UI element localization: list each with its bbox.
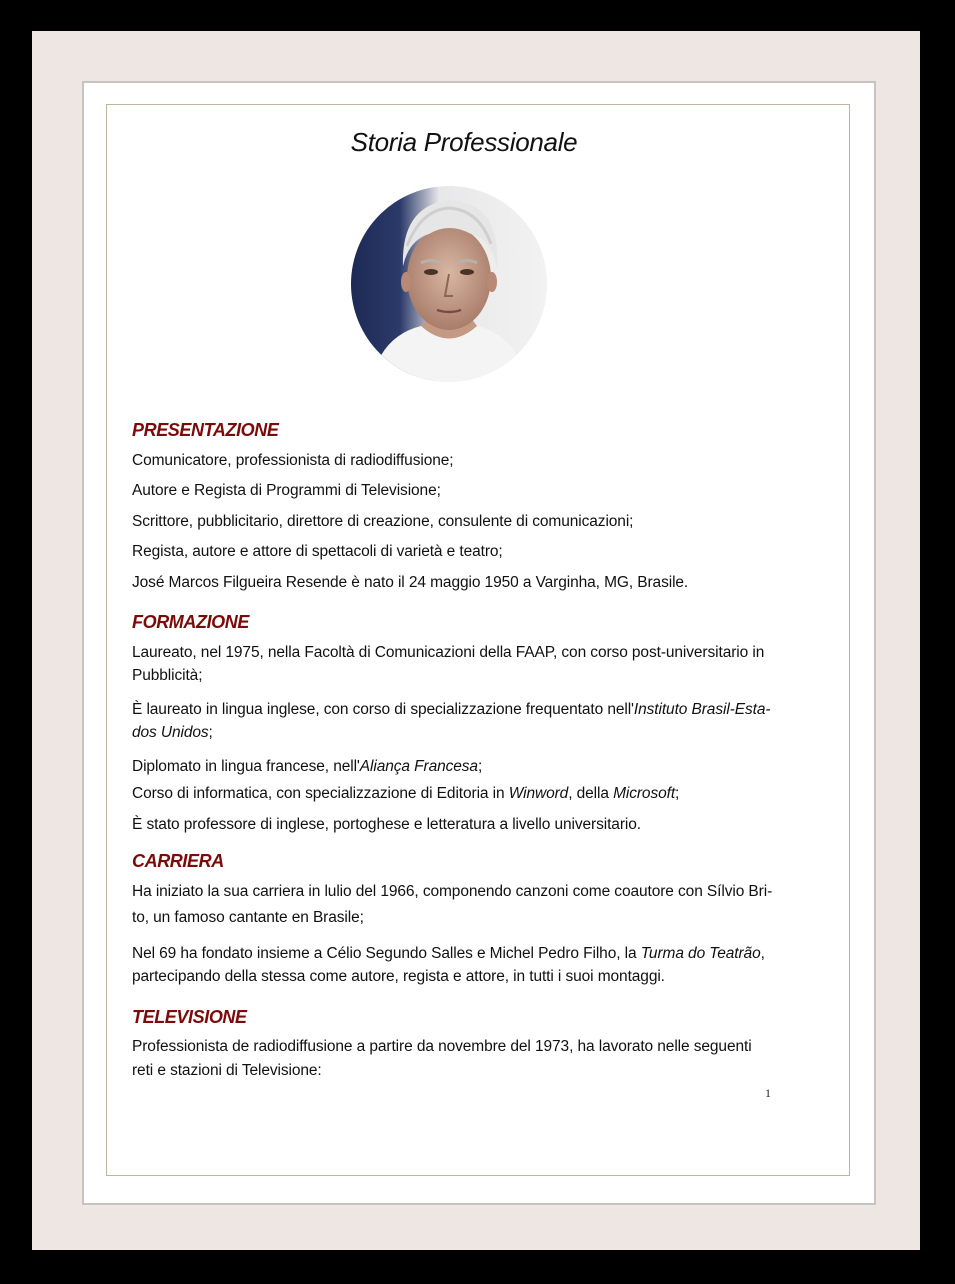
section-heading-formazione: FORMAZIONE — [132, 612, 249, 632]
text-run: , della — [568, 785, 614, 802]
formazione-inglese-line-1 — [132, 699, 796, 721]
text-run: , — [760, 945, 765, 962]
company-name: Microsoft — [613, 785, 676, 802]
institute-name: Instituto Brasil-Esta- — [633, 701, 771, 718]
frame-mat — [32, 31, 920, 1250]
text-run: ; — [208, 724, 213, 741]
formazione-inglese-line-2 — [132, 722, 796, 744]
section-heading-presentazione: PRESENTAZIONE — [132, 420, 279, 440]
presentazione-line-1: Comunicatore, professionista di radiodiffusione; — [132, 452, 454, 469]
portrait-image — [351, 186, 547, 382]
software-name: Winword — [508, 785, 569, 802]
carriera-p2-line-1 — [132, 943, 796, 965]
section-heading-carriera: CARRIERA — [132, 851, 224, 871]
text-run: Nel 69 ha fondato insieme a Célio Segundo Salles e Michel Pedro Filho, la — [132, 945, 641, 962]
formazione-professore-line: È stato professore di inglese, portoghese e letteratura a livello universitario. — [132, 816, 641, 833]
formazione-laurea-line-1: Laureato, nel 1975, nella Facoltà di Comunicazioni della FAAP, con corso post-universitario in — [132, 644, 765, 661]
carriera-p1-line-1: Ha iniziato la sua carriera in lulio del 1966, componendo canzoni come coautore con Sílvio Bri- — [132, 883, 773, 900]
formazione-laurea-line-2: Pubblicità; — [132, 667, 203, 684]
text-run: Corso di informatica, con specializzazione di Editoria in — [132, 785, 509, 802]
formazione-informatica-line — [132, 783, 796, 805]
text-run: ; — [675, 785, 680, 802]
presentazione-line-3: Scrittore, pubblicitario, direttore di creazione, consulente di comunicazioni; — [132, 513, 634, 530]
portrait-photo — [351, 186, 547, 382]
school-name: Aliança Francesa — [359, 758, 478, 775]
page-number: 1 — [765, 1086, 771, 1100]
presentazione-line-5: José Marcos Filgueira Resende è nato il 24 maggio 1950 a Varginha, MG, Brasile. — [132, 574, 689, 591]
document-page — [82, 81, 876, 1205]
institute-name-cont: dos Unidos — [132, 724, 209, 741]
group-name: Turma do Teatrão — [640, 945, 761, 962]
carriera-p2-line-2: partecipando della stessa come autore, regista e attore, in tutti i suoi montaggi. — [132, 968, 665, 985]
text-run: ; — [477, 758, 483, 775]
text-run: Diplomato in lingua francese, nell' — [132, 758, 360, 775]
televisione-line-1: Professionista de radiodiffusione a partire da novembre del 1973, ha lavorato nelle seguenti — [132, 1038, 752, 1055]
carriera-p1-line-2: to, un famoso cantante en Brasile; — [132, 909, 364, 926]
presentazione-line-2: Autore e Regista di Programmi di Televisione; — [132, 482, 441, 499]
televisione-line-2: reti e stazioni di Televisione: — [132, 1062, 322, 1079]
section-heading-televisione: TELEVISIONE — [132, 1007, 247, 1027]
page-title: Storia Professionale — [350, 127, 578, 157]
presentazione-line-4: Regista, autore e attore di spettacoli di varietà e teatro; — [132, 543, 503, 560]
formazione-francese-line — [132, 756, 796, 778]
text-run: È laureato in lingua inglese, con corso di specializzazione frequentato nell' — [132, 701, 634, 718]
